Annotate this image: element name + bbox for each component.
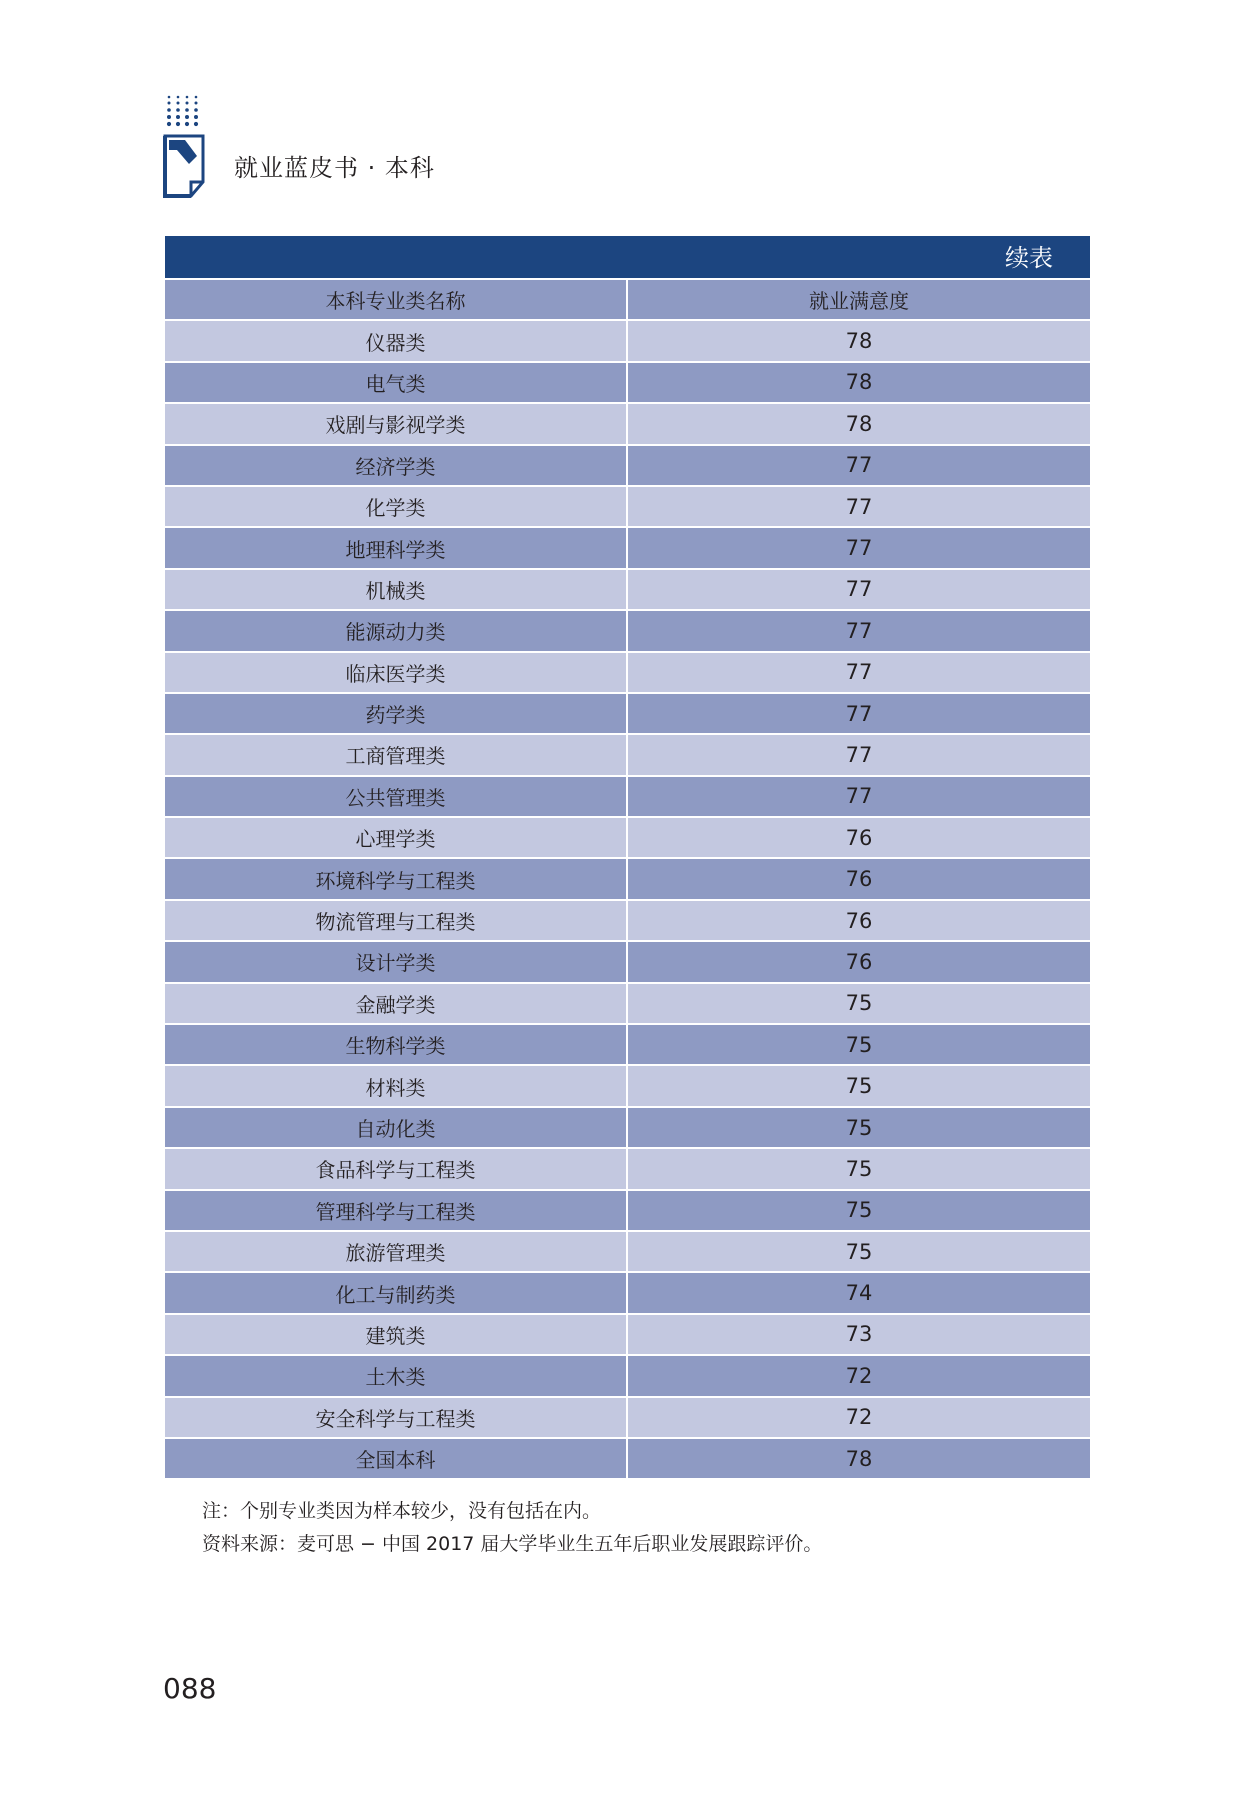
table-row — [165, 1272, 1090, 1313]
major-name-cell: 药学类 — [165, 693, 627, 734]
table-row — [165, 403, 1090, 444]
table-row — [165, 362, 1090, 403]
table-row — [165, 610, 1090, 651]
major-name-cell: 自动化类 — [165, 1107, 627, 1148]
continued-table-label: 续表 — [165, 236, 1090, 280]
column-header-major: 本科专业类名称 — [165, 280, 627, 320]
satisfaction-value-cell: 78 — [627, 403, 1090, 444]
table-row — [165, 486, 1090, 527]
table-row — [165, 1438, 1090, 1479]
satisfaction-value-cell: 75 — [627, 983, 1090, 1024]
major-name-cell: 物流管理与工程类 — [165, 900, 627, 941]
major-name-cell: 临床医学类 — [165, 652, 627, 693]
major-name-cell: 化工与制药类 — [165, 1272, 627, 1313]
satisfaction-value-cell: 75 — [627, 1024, 1090, 1065]
satisfaction-value-cell: 77 — [627, 486, 1090, 527]
satisfaction-value-cell: 77 — [627, 445, 1090, 486]
table-row — [165, 941, 1090, 982]
major-name-cell: 公共管理类 — [165, 776, 627, 817]
satisfaction-value-cell: 74 — [627, 1272, 1090, 1313]
satisfaction-value-cell: 73 — [627, 1314, 1090, 1355]
table-row — [165, 1065, 1090, 1106]
table-row — [165, 1190, 1090, 1231]
table-row — [165, 776, 1090, 817]
major-name-cell: 心理学类 — [165, 817, 627, 858]
table-row — [165, 1397, 1090, 1438]
table-row — [165, 983, 1090, 1024]
table-row — [165, 858, 1090, 899]
major-name-cell: 材料类 — [165, 1065, 627, 1106]
satisfaction-value-cell: 77 — [627, 652, 1090, 693]
satisfaction-value-cell: 77 — [627, 610, 1090, 651]
book-logo-icon — [163, 94, 211, 200]
satisfaction-value-cell: 75 — [627, 1231, 1090, 1272]
table-row — [165, 817, 1090, 858]
column-header-satisfaction: 就业满意度 — [627, 280, 1090, 320]
satisfaction-value-cell: 78 — [627, 320, 1090, 361]
satisfaction-value-cell: 77 — [627, 527, 1090, 568]
table-row — [165, 1148, 1090, 1189]
table-notes — [202, 1495, 822, 1561]
major-name-cell: 环境科学与工程类 — [165, 858, 627, 899]
table-row — [165, 320, 1090, 361]
table-header-row — [165, 280, 1090, 320]
satisfaction-value-cell: 76 — [627, 941, 1090, 982]
satisfaction-value-cell: 75 — [627, 1148, 1090, 1189]
major-name-cell: 电气类 — [165, 362, 627, 403]
satisfaction-value-cell: 76 — [627, 900, 1090, 941]
satisfaction-value-cell: 76 — [627, 817, 1090, 858]
table-row — [165, 1231, 1090, 1272]
satisfaction-value-cell: 78 — [627, 362, 1090, 403]
major-name-cell: 机械类 — [165, 569, 627, 610]
major-name-cell: 食品科学与工程类 — [165, 1148, 627, 1189]
major-name-cell: 仪器类 — [165, 320, 627, 361]
major-name-cell: 全国本科 — [165, 1438, 627, 1479]
table-row — [165, 569, 1090, 610]
satisfaction-value-cell: 77 — [627, 693, 1090, 734]
source-text: 资料来源：麦可思 − 中国 2017 届大学毕业生五年后职业发展跟踪评价。 — [202, 1533, 823, 1555]
major-name-cell: 旅游管理类 — [165, 1231, 627, 1272]
satisfaction-value-cell: 77 — [627, 776, 1090, 817]
major-name-cell: 生物科学类 — [165, 1024, 627, 1065]
satisfaction-value-cell: 76 — [627, 858, 1090, 899]
table-row — [165, 445, 1090, 486]
page-number: 088 — [163, 1672, 217, 1705]
satisfaction-value-cell: 75 — [627, 1190, 1090, 1231]
table-row — [165, 693, 1090, 734]
major-name-cell: 安全科学与工程类 — [165, 1397, 627, 1438]
table-row — [165, 1355, 1090, 1396]
major-name-cell: 化学类 — [165, 486, 627, 527]
major-name-cell: 戏剧与影视学类 — [165, 403, 627, 444]
major-name-cell: 能源动力类 — [165, 610, 627, 651]
table-row — [165, 734, 1090, 775]
major-name-cell: 地理科学类 — [165, 527, 627, 568]
satisfaction-value-cell: 78 — [627, 1438, 1090, 1479]
satisfaction-value-cell: 77 — [627, 569, 1090, 610]
major-name-cell: 工商管理类 — [165, 734, 627, 775]
major-name-cell: 经济学类 — [165, 445, 627, 486]
satisfaction-value-cell: 75 — [627, 1107, 1090, 1148]
page-header-title: 就业蓝皮书 · 本科 — [234, 154, 435, 182]
table-row — [165, 652, 1090, 693]
major-name-cell: 建筑类 — [165, 1314, 627, 1355]
major-name-cell: 设计学类 — [165, 941, 627, 982]
satisfaction-value-cell: 77 — [627, 734, 1090, 775]
table-row — [165, 1314, 1090, 1355]
note-text: 注：个别专业类因为样本较少，没有包括在内。 — [202, 1500, 602, 1522]
major-name-cell: 土木类 — [165, 1355, 627, 1396]
table-row — [165, 527, 1090, 568]
table-row — [165, 900, 1090, 941]
satisfaction-value-cell: 72 — [627, 1397, 1090, 1438]
satisfaction-value-cell: 72 — [627, 1355, 1090, 1396]
table-row — [165, 1024, 1090, 1065]
satisfaction-value-cell: 75 — [627, 1065, 1090, 1106]
satisfaction-table — [165, 236, 1090, 1480]
table-row — [165, 1107, 1090, 1148]
major-name-cell: 管理科学与工程类 — [165, 1190, 627, 1231]
major-name-cell: 金融学类 — [165, 983, 627, 1024]
